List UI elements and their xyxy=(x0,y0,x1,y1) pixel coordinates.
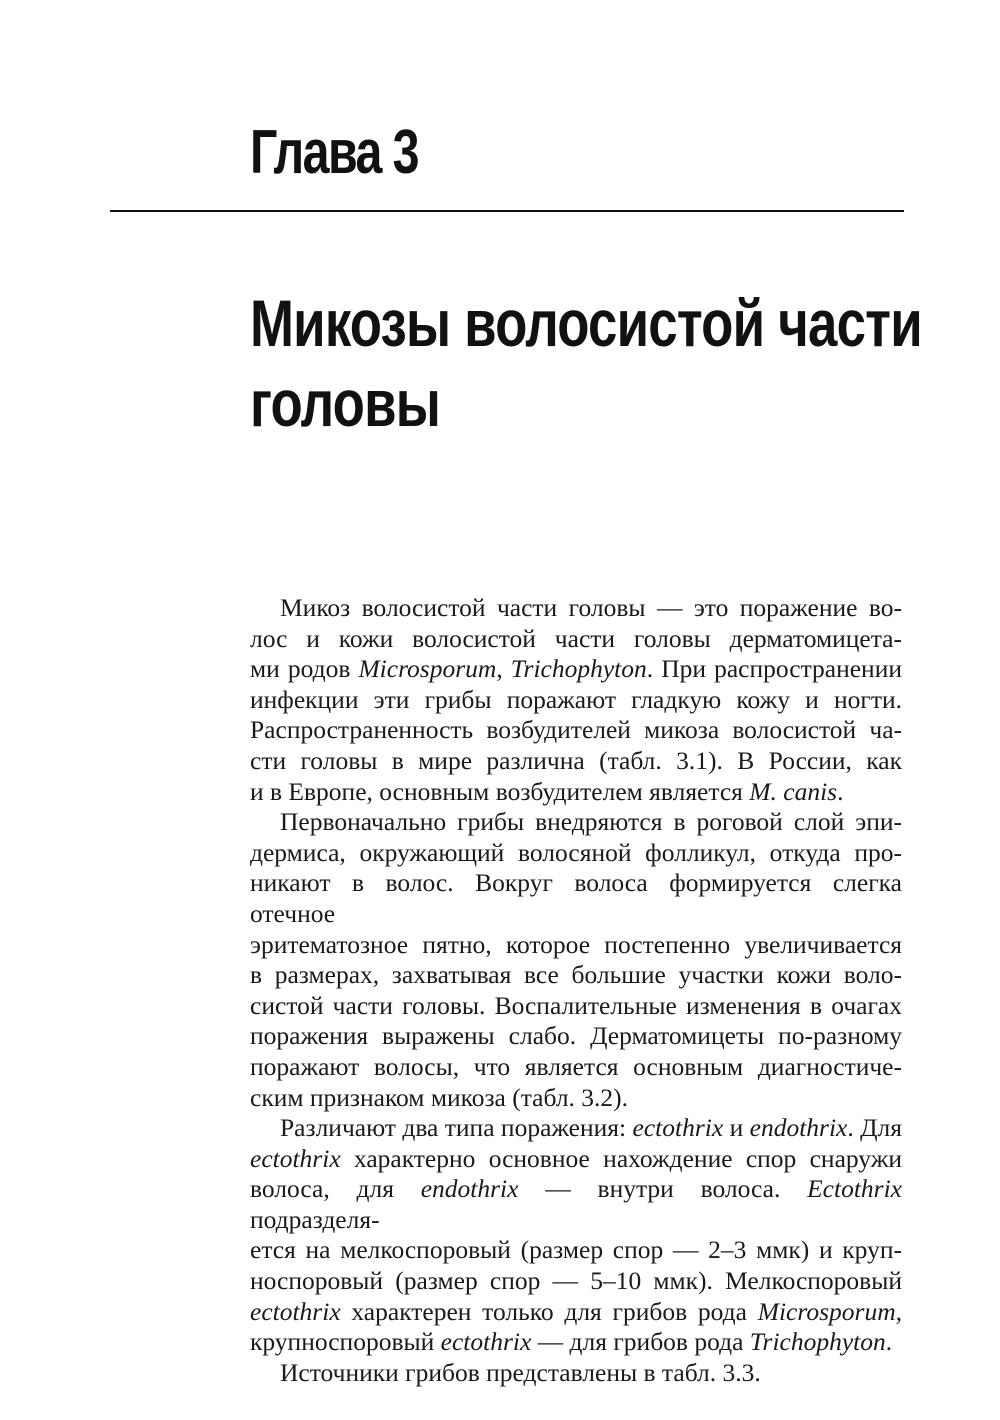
text-line: Различают два типа поражения: ectothrix и endothrix. Для xyxy=(280,1113,902,1143)
paragraph-3 xyxy=(250,1113,902,1358)
text-line: сти головы в мире различна (табл. 3.1). В России, как xyxy=(250,745,902,775)
text-line: ским признаком микоза (табл. 3.2). xyxy=(250,1082,629,1112)
text-line: ется на мелкоспоровый (размер спор — 2–3 ммк) и круп- xyxy=(250,1235,902,1265)
text-line: Источники грибов представлены в табл. 3.3. xyxy=(280,1357,761,1387)
text-line: Микоз волосистой части головы — это поражение во- xyxy=(280,593,902,622)
text-line: ми родов Microsporum, Trichophyton. При распространении xyxy=(250,654,902,684)
text-line: ectothrix характерен только для грибов рода Microsporum, xyxy=(250,1296,902,1326)
chapter-label: Глава 3 xyxy=(250,118,419,187)
text-line: Распространенность возбудителей микоза волосистой ча- xyxy=(250,715,902,745)
text-line: эритематозное пятно, которое постепенно увеличивается xyxy=(250,929,902,959)
text-line: крупноспоровый ectothrix — для грибов рода Trichophyton. xyxy=(250,1327,893,1357)
paragraph-2 xyxy=(250,807,902,1113)
paragraph-4 xyxy=(250,1358,902,1389)
chapter-title xyxy=(250,283,922,443)
chapter-title-line-1: Микозы волосистой части xyxy=(250,286,922,360)
text-line: поражения выражены слабо. Дерматомицеты по-разному xyxy=(250,1021,902,1051)
text-line: поражают волосы, что является основным диагностиче- xyxy=(250,1051,902,1081)
text-line: лос и кожи волосистой части головы дерматомицета- xyxy=(250,623,902,653)
paragraph-1 xyxy=(250,593,902,807)
body-text xyxy=(250,593,902,1388)
text-line: никают в волос. Вокруг волоса формируется слегка отечное xyxy=(250,868,902,928)
text-line: ectothrix характерно основное нахождение спор снаружи xyxy=(250,1143,902,1173)
text-line: и в Европе, основным возбудителем является M. canis. xyxy=(250,776,844,806)
text-line: носпоровый (размер спор — 5–10 ммк). Мелкоспоровый xyxy=(250,1266,902,1296)
text-line: Первоначально грибы внедряются в роговой слой эпи- xyxy=(280,807,902,837)
text-line: систой части головы. Воспалительные изменения в очагах xyxy=(250,990,902,1020)
chapter-divider xyxy=(110,210,904,212)
chapter-title-line-2: головы xyxy=(250,366,441,440)
text-line: в размерах, захватывая все большие участки кожи воло- xyxy=(250,960,902,990)
text-line: волоса, для endothrix — внутри волоса. Ectothrix подразделя- xyxy=(250,1174,902,1234)
text-line: инфекции эти грибы поражают гладкую кожу и ногти. xyxy=(250,684,902,714)
text-line: дермиса, окружающий волосяной фолликул, откуда про- xyxy=(250,837,902,867)
